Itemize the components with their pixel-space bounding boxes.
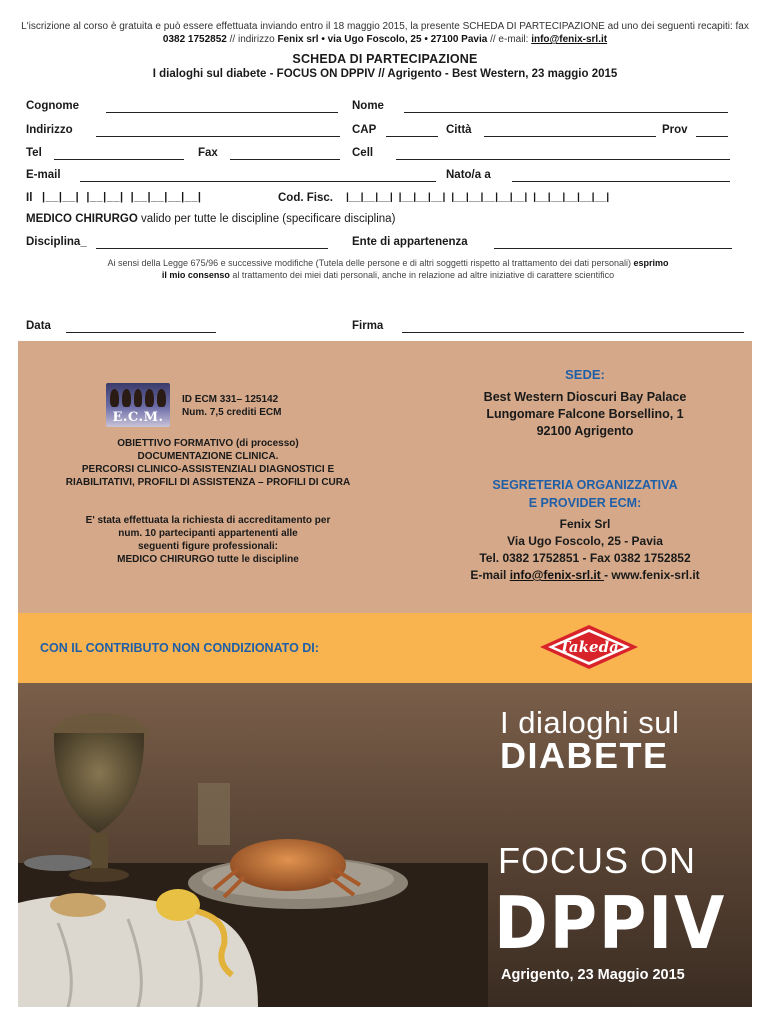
date-boxes[interactable]: |__|__| |__|__| |__|__|__|__|: [42, 191, 202, 203]
ente-field[interactable]: [494, 238, 732, 249]
intro-paragraph: [20, 20, 750, 46]
sponsor-band: [18, 613, 752, 683]
disciplina-field[interactable]: [96, 238, 328, 249]
ecm-logo: [106, 383, 170, 427]
segreteria-email-line: [420, 567, 750, 584]
legal-bold-1: esprimo: [633, 258, 669, 268]
intro-text-2: // indirizzo: [226, 34, 278, 45]
cognome-field[interactable]: [106, 102, 338, 113]
seg-email-link[interactable]: info@fenix-srl.it: [509, 568, 605, 582]
obiettivo-2: DOCUMENTAZIONE CLINICA.: [137, 451, 279, 462]
obiettivo-1: OBIETTIVO FORMATIVO (di processo): [117, 438, 299, 449]
medico-bold: MEDICO CHIRURGO: [26, 213, 138, 225]
form-subtitle: I dialoghi sul diabete - FOCUS ON DPPIV // Agrigento - Best Western, 23 maggio 2015: [152, 68, 618, 80]
obiettivo-3: PERCORSI CLINICO-ASSISTENZIALI DIAGNOSTICI E: [81, 464, 335, 475]
email-field[interactable]: [80, 171, 436, 182]
prov-label: Prov: [662, 124, 688, 136]
intro-fax: 0382 1752852: [162, 34, 227, 45]
firma-label: Firma: [352, 320, 384, 332]
data-field[interactable]: [66, 322, 216, 333]
privacy-notice: [32, 257, 744, 281]
cognome-label: Cognome: [26, 100, 80, 112]
ecm-logo-text: E.C.M.: [112, 410, 164, 425]
email-label: E-mail: [26, 169, 61, 181]
segreteria-heading: [440, 476, 730, 512]
seg-website: - www.fenix-srl.it: [604, 568, 700, 582]
sede-line-1: Best Western Dioscuri Bay Palace: [483, 390, 687, 404]
intro-text: L'iscrizione al corso è gratuita e può essere effettuata inviando entro il 18 maggio 2015, la presente SCHEDA DI PARTECIPAZIONE ad uno dei seguenti recapiti: fax: [21, 21, 749, 32]
cap-label: CAP: [352, 124, 377, 136]
cover-date: Agrigento, 23 Maggio 2015: [501, 967, 685, 983]
cover-title-line2: DIABETE: [500, 735, 669, 776]
ecm-credits: Num. 7,5 crediti ECM: [182, 407, 282, 418]
fax-field[interactable]: [230, 149, 340, 160]
nato-label: Nato/a a: [446, 169, 491, 181]
data-label: Data: [26, 320, 51, 332]
accred-2: num. 10 partecipanti appartenenti alle: [118, 528, 298, 539]
segreteria-heading-2: E PROVIDER ECM:: [528, 496, 642, 510]
medico-line: [26, 213, 395, 225]
sponsor-text: CON IL CONTRIBUTO NON CONDIZIONATO DI:: [40, 641, 319, 655]
prov-field[interactable]: [696, 126, 728, 137]
cell-label: Cell: [352, 147, 374, 159]
cell-field[interactable]: [396, 149, 730, 160]
cover-focus-on: FOCUS ON: [498, 840, 697, 881]
indirizzo-label: Indirizzo: [26, 124, 73, 136]
takeda-logo: [524, 621, 654, 671]
ecm-id: ID ECM 331– 125142: [182, 394, 279, 405]
sede-address: [440, 389, 730, 440]
accred-3: seguenti figure professionali:: [137, 541, 279, 552]
segreteria-heading-1: SEGRETERIA ORGANIZZATIVA: [492, 478, 678, 492]
cap-field[interactable]: [386, 126, 438, 137]
tel-label: Tel: [26, 147, 42, 159]
sede-line-3: 92100 Agrigento: [536, 424, 634, 438]
accred-1: E' stata effettuata la richiesta di accreditamento per: [85, 515, 331, 526]
disciplina-label: Disciplina_: [26, 236, 87, 248]
takeda-logo-text: Takeda: [559, 638, 619, 656]
codfisc-label: Cod. Fisc.: [278, 192, 333, 204]
obiettivo-4: RIABILITATIVI, PROFILI DI ASSISTENZA – PROFILI DI CURA: [65, 477, 351, 488]
citta-field[interactable]: [484, 126, 656, 137]
segreteria-line-2: Via Ugo Foscolo, 25 - Pavia: [507, 534, 663, 548]
fax-label: Fax: [198, 147, 218, 159]
nato-field[interactable]: [512, 171, 730, 182]
medico-rest: valido per tutte le discipline (specificare disciplina): [137, 213, 396, 225]
intro-text-3: // e-mail:: [487, 34, 532, 45]
nome-label: Nome: [352, 100, 384, 112]
accred-4: MEDICO CHIRURGO tutte le discipline: [117, 554, 299, 565]
form-title: SCHEDA DI PARTECIPAZIONE: [292, 52, 478, 66]
codfisc-boxes[interactable]: |__|__|__| |__|__|__| |__|__|__|__|__| |__|__|__|__|__|: [346, 191, 610, 203]
ente-label: Ente di appartenenza: [352, 236, 468, 248]
nome-field[interactable]: [404, 102, 728, 113]
sede-heading: SEDE:: [565, 367, 605, 382]
indirizzo-field[interactable]: [96, 126, 340, 137]
citta-label: Città: [446, 124, 472, 136]
legal-bold-2: il mio consenso: [161, 270, 230, 280]
firma-field[interactable]: [402, 322, 744, 333]
legal-text-2: al trattamento dei miei dati personali, anche in relazione ad altre iniziative di carattere scientifico: [229, 270, 615, 280]
cover-dppiv: DPPIV: [494, 881, 727, 965]
il-label: Il: [26, 192, 33, 204]
segreteria-line-1: Fenix Srl: [559, 517, 611, 531]
info-panel: [18, 341, 752, 613]
segreteria-line-3: Tel. 0382 1752851 - Fax 0382 1752852: [479, 551, 691, 565]
cover-image: [18, 683, 752, 1007]
segreteria-contacts: [420, 516, 750, 584]
still-life-painting: [18, 683, 488, 1007]
intro-email-link[interactable]: info@fenix-srl.it: [531, 34, 608, 45]
legal-text-1: Ai sensi della Legge 675/96 e successive modifiche (Tutela delle persone e di altri soggetti rispetto al trattamento dei dati personali): [107, 258, 634, 268]
sede-line-2: Lungomare Falcone Borsellino, 1: [486, 407, 684, 421]
tel-field[interactable]: [54, 149, 184, 160]
seg-email-prefix: E-mail: [470, 568, 510, 582]
cover-title-line1: I dialoghi sul: [500, 705, 680, 740]
intro-address: Fenix srl • via Ugo Foscolo, 25 • 27100 Pavia: [277, 34, 488, 45]
